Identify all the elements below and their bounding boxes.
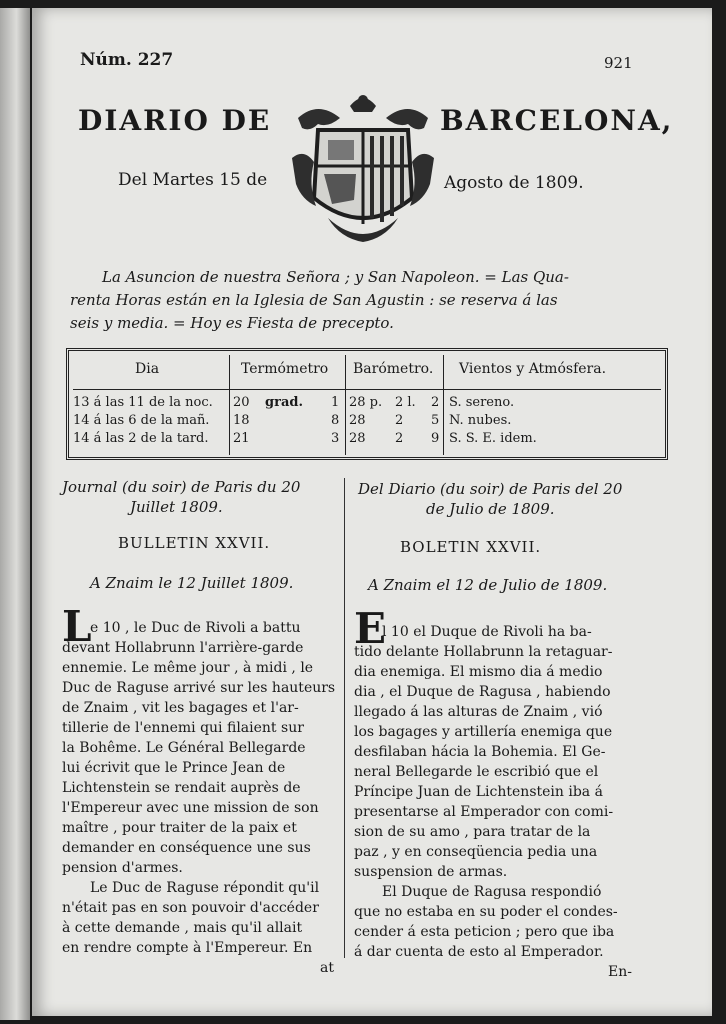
weather-bar-inches: 28 bbox=[349, 413, 366, 428]
article-line: tido delante Hollabrunn la retaguar- bbox=[354, 644, 613, 660]
article-line: de Znaim , vit les bagages et l'ar- bbox=[62, 700, 299, 716]
masthead-title-left: DIARIO DE bbox=[78, 104, 272, 137]
article-line: pension d'armes. bbox=[62, 860, 183, 876]
feast-notice-line-2: renta Horas están en la Iglesia de San Agustin : se reserva á las bbox=[70, 291, 558, 309]
weather-bar-fraction: 2 bbox=[431, 395, 440, 410]
column-divider bbox=[344, 478, 345, 958]
issue-date-left: Del Martes 15 de bbox=[118, 170, 268, 190]
weather-temp-fraction: 1 bbox=[331, 395, 340, 410]
issue-date-right: Agosto de 1809. bbox=[444, 173, 584, 193]
article-line: dia enemiga. El mismo dia á medio bbox=[354, 664, 603, 680]
article-line: en rendre compte à l'Empereur. En bbox=[62, 940, 313, 956]
article-line: Duc de Raguse arrivé sur les hauteurs bbox=[62, 680, 336, 696]
weather-bar-lines: 2 bbox=[395, 431, 404, 446]
article-line: suspension de armas. bbox=[354, 864, 508, 880]
article-line: lui écrivit que le Prince Jean de bbox=[62, 760, 286, 776]
weather-day: 14 á las 2 de la tard. bbox=[73, 431, 209, 446]
article-line: tillerie de l'ennemi qui filaient sur bbox=[62, 720, 304, 736]
article-line: neral Bellegarde le escribió que el bbox=[354, 764, 599, 780]
article-line: la Bohême. Le Général Bellegarde bbox=[62, 740, 306, 756]
issue-number: Núm. 227 bbox=[80, 50, 174, 70]
article-line: llegado á las alturas de Znaim , vió bbox=[354, 704, 603, 720]
article-line: l 10 el Duque de Rivoli ha ba- bbox=[382, 624, 592, 640]
weather-temp-unit: grad. bbox=[265, 395, 303, 410]
french-dropcap: L bbox=[62, 602, 92, 651]
masthead-title-right: BARCELONA, bbox=[440, 104, 674, 137]
spanish-article bbox=[354, 622, 632, 982]
spanish-bulletin-heading: BOLETIN XXVII. bbox=[400, 538, 542, 556]
article-line: at bbox=[320, 960, 334, 976]
header-winds: Vientos y Atmósfera. bbox=[459, 361, 607, 377]
weather-table bbox=[66, 348, 668, 460]
weather-bar-fraction: 9 bbox=[431, 431, 440, 446]
weather-temp: 20 bbox=[233, 395, 250, 410]
weather-wind: S. sereno. bbox=[449, 395, 515, 410]
weather-temp-fraction: 8 bbox=[331, 413, 340, 428]
article-line: En- bbox=[608, 964, 632, 980]
weather-wind: S. S. E. idem. bbox=[449, 431, 537, 446]
spanish-source-line-2: de Julio de 1809. bbox=[426, 500, 555, 518]
french-bulletin-heading: BULLETIN XXVII. bbox=[118, 534, 271, 552]
spanish-dropcap: E bbox=[354, 604, 387, 653]
header-dia: Dia bbox=[135, 361, 160, 377]
article-line: sion de su amo , para tratar de la bbox=[354, 824, 591, 840]
article-line: à cette demande , mais qu'il allait bbox=[62, 920, 303, 936]
weather-temp: 18 bbox=[233, 413, 250, 428]
article-line: que no estaba en su poder el condes- bbox=[354, 904, 618, 920]
article-line: e 10 , le Duc de Rivoli a battu bbox=[90, 620, 301, 636]
weather-bar-lines: 2 bbox=[395, 413, 404, 428]
newspaper-page bbox=[32, 8, 712, 1016]
article-line: Príncipe Juan de Lichtenstein iba á bbox=[354, 784, 603, 800]
article-line: los bagages y artillería enemiga que bbox=[354, 724, 613, 740]
spanish-source-line-1: Del Diario (du soir) de Paris del 20 bbox=[358, 480, 623, 498]
article-line: dia , el Duque de Ragusa , habiendo bbox=[354, 684, 611, 700]
article-line: n'était pas en son pouvoir d'accéder bbox=[62, 900, 319, 916]
coat-of-arms-icon bbox=[288, 88, 438, 248]
article-line: l'Empereur avec une mission de son bbox=[62, 800, 319, 816]
french-dateline: A Znaim le 12 Juillet 1809. bbox=[90, 574, 294, 592]
french-source-line-1: Journal (du soir) de Paris du 20 bbox=[62, 478, 301, 496]
article-line: maître , pour traiter de la paix et bbox=[62, 820, 297, 836]
article-line: cender á esta peticion ; pero que iba bbox=[354, 924, 615, 940]
article-line: desfilaban hácia la Bohemia. El Ge- bbox=[354, 744, 606, 760]
french-article bbox=[62, 618, 336, 978]
weather-bar-inches: 28 bbox=[349, 431, 366, 446]
weather-day: 14 á las 6 de la mañ. bbox=[73, 413, 210, 428]
french-source-line-2: Juillet 1809. bbox=[130, 498, 223, 516]
article-line: paz , y en conseqüencia pedia una bbox=[354, 844, 598, 860]
header-thermometer: Termómetro bbox=[241, 361, 329, 377]
page-number: 921 bbox=[604, 54, 633, 72]
feast-notice-line-3: seis y media. = Hoy es Fiesta de precepto. bbox=[70, 314, 394, 332]
article-line: presentarse al Emperador con comi- bbox=[354, 804, 614, 820]
article-line: devant Hollabrunn l'arrière-garde bbox=[62, 640, 304, 656]
article-line: Le Duc de Raguse répondit qu'il bbox=[90, 880, 320, 896]
weather-bar-inches: 28 p. bbox=[349, 395, 383, 410]
left-page-edge bbox=[0, 8, 30, 1020]
weather-temp-fraction: 3 bbox=[331, 431, 340, 446]
spanish-dateline: A Znaim el 12 de Julio de 1809. bbox=[368, 576, 608, 594]
article-line: Lichtenstein se rendait auprès de bbox=[62, 780, 301, 796]
header-barometer: Barómetro. bbox=[353, 361, 434, 377]
weather-day: 13 á las 11 de la noc. bbox=[73, 395, 213, 410]
article-line: ennemie. Le même jour , à midi , le bbox=[62, 660, 314, 676]
weather-bar-fraction: 5 bbox=[431, 413, 440, 428]
weather-bar-lines: 2 l. bbox=[395, 395, 416, 410]
article-line: á dar cuenta de esto al Emperador. bbox=[354, 944, 604, 960]
weather-temp: 21 bbox=[233, 431, 250, 446]
feast-notice-line-1: La Asuncion de nuestra Señora ; y San Napoleon. = Las Qua- bbox=[102, 268, 569, 286]
weather-wind: N. nubes. bbox=[449, 413, 512, 428]
article-line: demander en conséquence une sus bbox=[62, 840, 311, 856]
article-line: El Duque de Ragusa respondió bbox=[382, 884, 602, 900]
